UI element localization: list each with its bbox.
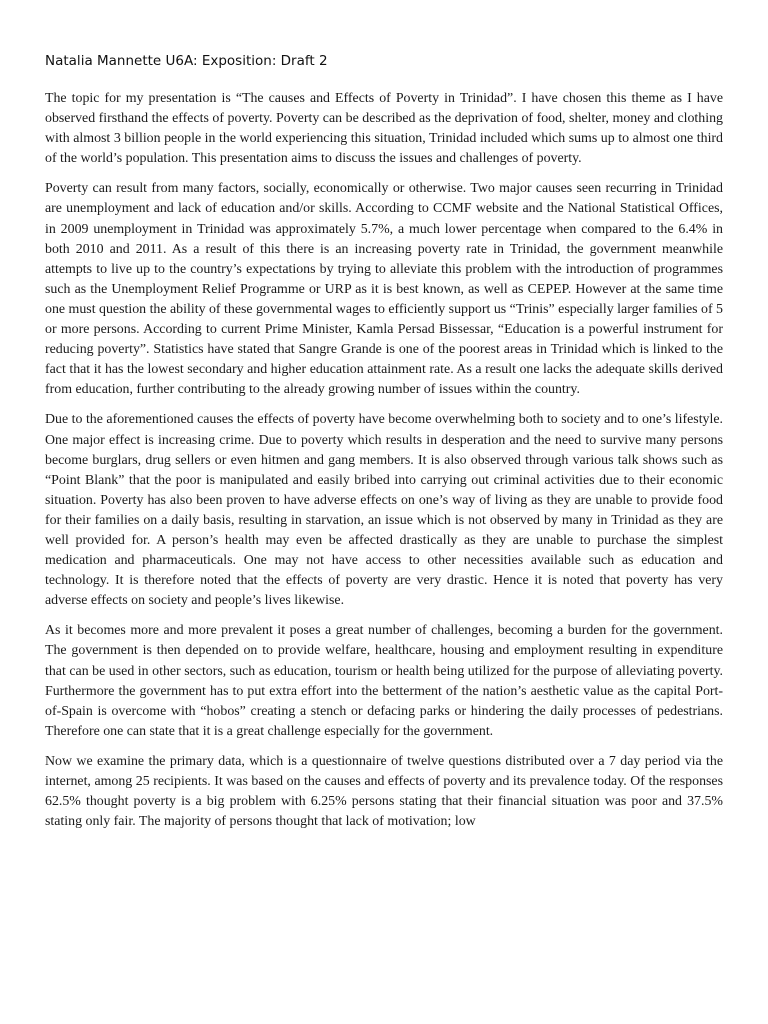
paragraph-causes: Poverty can result from many factors, socially, economically or otherwise. Two major causes seen recurring in Trinidad are unemployment and lack of education and/or skills. According to CCMF website and the National Statistical Offices, in 2009 unemployment in Trinidad was approximately 5.7%, a much lower percentage when compared to the 6.4% in both 2010 and 2011. As a result of this there is an increasing poverty rate in Trinidad, the government meanwhile attempts to live up to the country’s expectations by trying to alleviate this problem with the introduction of programmes such as the Unemployment Relief Programme or URP as it is best known, as well as CEPEP. However at the same time one must question the ability of these governmental wages to efficiently support us “Trinis” especially larger families of 5 or more persons. According to current Prime Minister, Kamla Persad Bissessar, “Education is a powerful instrument for reducing poverty”. Statistics have stated that Sangre Grande is one of the poorest areas in Trinidad which is linked to the fact that it has the lowest secondary and higher education attainment rate. As a result one lacks the adequate skills derived from education, further contributing to the already growing number of issues within the country. [45,181,723,398]
paragraph-introduction: The topic for my presentation is “The causes and Effects of Poverty in Trinidad”. I have chosen this theme as I have observed firsthand the effects of poverty. Poverty can be described as the deprivation of food, shelter, money and clothing with almost 3 billion people in the world experiencing this situation, Trinidad included which sums up to almost one third of the world’s population. This presentation aims to discuss the issues and challenges of poverty. [45,91,723,167]
paragraph-challenges: As it becomes more and more prevalent it poses a great number of challenges, becoming a burden for the government. The government is then depended on to provide welfare, healthcare, housing and employment resulting in expenditure that can be used in other sectors, such as education, tourism or health being utilized for the purpose of alleviating poverty. Furthermore the government has to put extra effort into the betterment of the nation’s aesthetic value as the capital Port-of-Spain is overcome with “hobos” creating a stench or defacing parks or hindering the daily processes of pedestrians. Therefore one can state that it is a great challenge especially for the government. [45,623,723,739]
document-title: Natalia Mannette U6A: Exposition: Draft 2 [45,53,328,69]
document-page [45,52,723,842]
paragraph-primary-data: Now we examine the primary data, which is a questionnaire of twelve questions distributed over a 7 day period via the internet, among 25 recipients. It was based on the causes and effects of poverty and its prevalence today. Of the responses 62.5% thought poverty is a big problem with 6.25% persons stating that their financial situation was poor and 37.5% stating only fair. The majority of persons thought that lack of motivation; low [45,753,723,830]
paragraph-effects: Due to the aforementioned causes the effects of poverty have become overwhelming both to society and to one’s lifestyle. One major effect is increasing crime. Due to poverty which results in desperation and the need to survive many persons become burglars, drug sellers or even hitmen and gang members. It is also observed through various talk shows such as “Point Blank” that the poor is manipulated and easily bribed into carrying out criminal activities due to their economic situation. Poverty has also been proven to have adverse effects on one’s way of living as they are unable to provide food for their families on a daily basis, resulting in starvation, an issue which is not observed by many in Trinidad as they are well provided for. A person’s health may even be affected drastically as they are unable to purchase the simplest medication and pharmaceuticals. One may not have access to other necessities available such as education and technology. It is therefore noted that the effects of poverty are very drastic. Hence it is noted that poverty has very adverse effects on society and people’s lives likewise. [45,412,723,609]
